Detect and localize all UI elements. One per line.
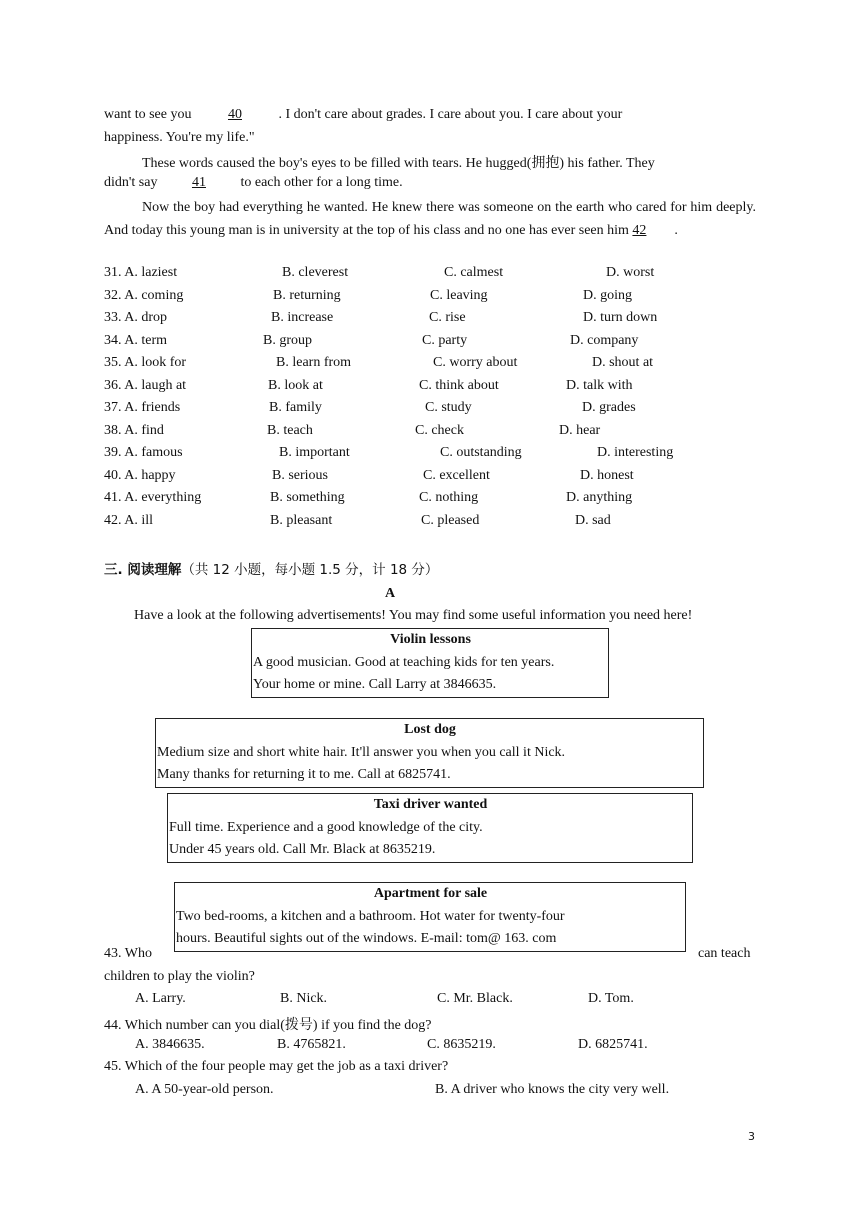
option-b[interactable]: B. increase [271,310,334,325]
blank-42: 42 [632,222,647,238]
option-d[interactable]: D. grades [582,400,636,415]
passage-text: . [674,222,678,238]
ad-line: Your home or mine. Call Larry at 3846635. [253,677,497,692]
option-c[interactable]: C. outstanding [440,445,522,460]
page-number: 3 [748,1130,755,1143]
option-c[interactable]: C. calmest [444,265,504,280]
option-c[interactable]: C. excellent [423,467,490,483]
section-note: （共 12 小题，每小题 1.5 分，计 18 分） [181,562,439,578]
ad-taxi-driver [167,793,693,863]
option-b[interactable]: B. 4765821. [277,1037,346,1052]
option-d[interactable]: D. going [583,287,632,303]
option-a[interactable]: 31. A. laziest [104,265,178,280]
option-b[interactable]: B. teach [267,422,313,438]
option-a[interactable]: 41. A. everything [104,490,202,505]
option-c[interactable]: C. nothing [419,490,479,505]
ad-title: Taxi driver wanted [373,797,488,812]
question-43: 43. Who [104,946,152,961]
reading-intro: Have a look at the following advertisements! You may find some useful information you need here! [134,608,693,623]
passage-text: . I don't care about grades. I care about you. I care about your [278,107,623,122]
option-c[interactable]: C. think about [419,377,499,393]
passage-line-2: happiness. You're my life." [104,130,255,145]
option-a[interactable]: 37. A. friends [104,400,181,415]
option-d[interactable]: D. worst [606,265,655,280]
option-a[interactable]: A. 3846635. [135,1037,205,1052]
passage-text: Now the boy had everything he wanted. He knew there was someone on the earth who cared for him deeply. And today this young man is in university at the top of his class and no one has ever seen him [104,200,756,238]
option-b[interactable]: B. something [270,490,345,505]
option-d[interactable]: D. talk with [566,377,633,393]
ad-line: Full time. Experience and a good knowledge of the city. [169,819,483,835]
option-d[interactable]: D. shout at [592,355,654,370]
option-d[interactable]: D. 6825741. [578,1037,648,1052]
option-a[interactable]: 39. A. famous [104,445,183,460]
option-a[interactable]: 42. A. ill [104,512,154,528]
passage-paragraph-3 [104,197,756,242]
question-43-cont: children to play the violin? [104,969,255,984]
option-b[interactable]: B. group [263,332,312,348]
option-d[interactable]: D. sad [575,512,611,528]
passage-text: want to see you [104,107,192,122]
ad-line: Under 45 years old. Call Mr. Black at 8635219. [169,842,436,857]
option-a[interactable]: A. A 50-year-old person. [135,1082,274,1097]
passage-line-3: These words caused the boy's eyes to be filled with tears. He hugged(拥抱) his father. They [142,156,655,171]
option-a[interactable]: A. Larry. [135,991,186,1006]
option-b[interactable]: B. A driver who knows the city very well. [435,1082,670,1097]
ad-title: Apartment for sale [373,886,488,901]
option-a[interactable]: 36. A. laugh at [104,377,187,393]
ad-title: Violin lessons [390,632,471,647]
passage-line-1 [104,107,622,123]
ad-line: A good musician. Good at teaching kids for ten years. [253,654,555,670]
section-title: 三. 阅读理解 [104,562,182,578]
option-c[interactable]: C. pleased [421,512,480,528]
option-b[interactable]: B. Nick. [280,991,328,1006]
passage-line-4 [104,175,403,191]
option-c[interactable]: C. Mr. Black. [437,991,513,1006]
option-a[interactable]: 33. A. drop [104,310,167,325]
question-45: 45. Which of the four people may get the job as a taxi driver? [104,1059,449,1074]
ad-line: Two bed-rooms, a kitchen and a bathroom. Hot water for twenty-four [176,908,565,924]
option-c[interactable]: C. 8635219. [427,1037,496,1052]
option-c[interactable]: C. study [425,400,472,415]
option-c[interactable]: C. leaving [430,287,488,303]
option-c[interactable]: C. worry about [433,355,518,370]
option-a[interactable]: 32. A. coming [104,287,184,303]
option-c[interactable]: C. check [415,422,464,438]
section-heading [104,558,438,578]
ad-lost-dog [155,718,704,788]
part-label: A [385,586,396,601]
option-b[interactable]: B. returning [273,287,341,303]
option-b[interactable]: B. pleasant [270,512,333,528]
ad-violin-lessons [251,628,609,698]
option-d[interactable]: D. company [570,332,639,348]
ad-apartment [174,882,686,952]
passage-text: didn't say [104,175,158,190]
blank-40: 40 [227,107,242,122]
option-b[interactable]: B. look at [268,377,323,393]
option-d[interactable]: D. Tom. [588,991,634,1006]
ad-line: hours. Beautiful sights out of the windows. E-mail: tom@ 163. com [176,931,557,946]
option-a[interactable]: 35. A. look for [104,355,187,370]
ad-line: Many thanks for returning it to me. Call at 6825741. [157,767,451,782]
option-b[interactable]: B. cleverest [282,265,349,280]
ad-line: Medium size and short white hair. It'll answer you when you call it Nick. [157,744,566,760]
option-b[interactable]: B. learn from [276,355,352,370]
option-d[interactable]: D. turn down [583,310,658,325]
option-c[interactable]: C. rise [429,310,466,325]
question-44: 44. Which number can you dial(拨号) if you find the dog? [104,1018,432,1033]
passage-text: to each other for a long time. [240,175,403,190]
option-b[interactable]: B. important [279,445,350,460]
option-d[interactable]: D. hear [559,422,601,438]
ad-title: Lost dog [404,722,456,737]
option-a[interactable]: 40. A. happy [104,467,176,483]
option-c[interactable]: C. party [422,332,468,348]
option-d[interactable]: D. anything [566,490,633,505]
option-d[interactable]: D. interesting [597,445,674,460]
question-43-end: can teach [698,946,751,961]
option-d[interactable]: D. honest [580,467,634,483]
option-a[interactable]: 34. A. term [104,332,167,348]
blank-41: 41 [191,175,206,190]
option-b[interactable]: B. serious [272,467,328,483]
option-a[interactable]: 38. A. find [104,422,164,438]
option-b[interactable]: B. family [269,400,322,415]
